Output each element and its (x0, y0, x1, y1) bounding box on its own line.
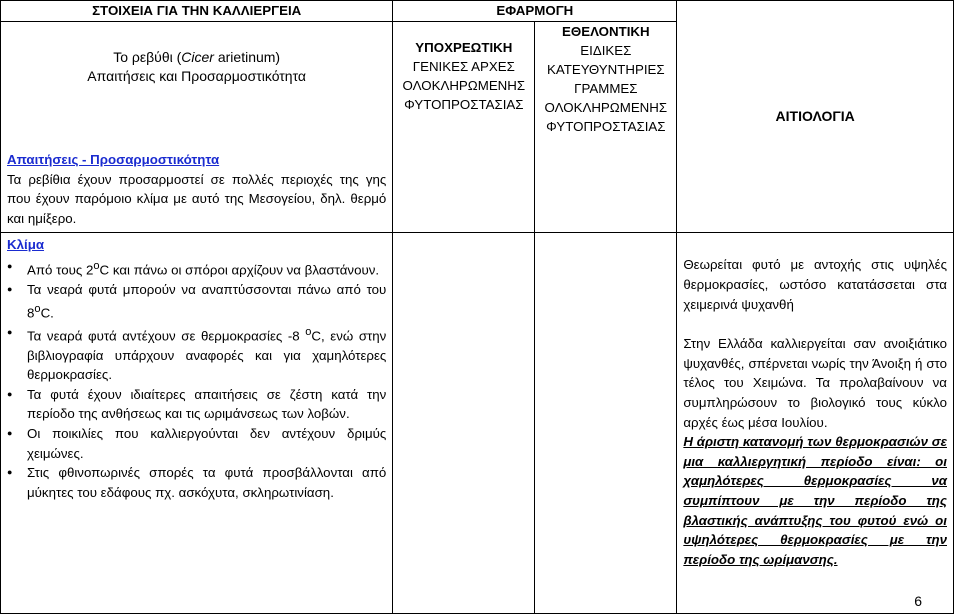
voluntary-header-cell (535, 22, 677, 233)
climate-label: Κλίμα (7, 237, 45, 253)
mandatory-line-3: ΟΛΟΚΛΗΡΩΜΕΝΗΣ (402, 78, 526, 93)
climate-bullet: ● Οι ποικιλίες που καλλιεργούνται δεν αντέχουν δριμύς χειμώνες. (27, 424, 386, 463)
voluntary-line-5: ΟΛΟΚΛΗΡΩΜΕΝΗΣ (544, 100, 668, 115)
crop-info-cell (1, 22, 393, 233)
climate-cell (1, 233, 393, 614)
climate-bullet: ● Τα νεαρά φυτά αντέχουν σε θερμοκρασίες -8 $^o$C, ενώ στην βιβλιογραφία υπάρχουν αναφορές και για χαμηλότερες θερμοκρασίες. (27, 323, 386, 385)
climate-bullet: ● Από τους 2$^o$C και πάνω οι σπόροι αρχίζουν να βλαστάνουν. (27, 257, 386, 280)
reasoning-cell (677, 233, 954, 614)
reasoning-paragraph-2: Στην Ελλάδα καλλιεργείται σαν ανοιξιάτικο ψυχανθές, σπέρνεται νωρίς την Άνοιξη ή στο τέλος του Χειμώνα. Τα προλαβαίνουν να συμπληρώσουν το βιολογικό τους κύκλο αρχές έως μέσα Ιουλίου. (683, 336, 947, 430)
column-title-application: ΕΦΑΡΜΟΓΗ (393, 1, 677, 22)
climate-bullet-list (7, 257, 386, 502)
voluntary-line-4: ΓΡΑΜΜΕΣ (574, 81, 638, 96)
header-row-1 (1, 1, 954, 22)
requirements-heading: Απαιτήσεις - Προσαρμοστικότητα (7, 152, 220, 167)
climate-bullet: ● Τα φυτά έχουν ιδιαίτερες απαιτήσεις σε ζέστη κατά την περίοδο της ανθήσεως και τις ωριμάνσεως των λοβών. (27, 385, 386, 424)
requirements-text: Τα ρεβίθια έχουν προσαρμοστεί σε πολλές περιοχές της γης που έχουν παρόμοιο κλίμα με αυτό της Μεσογείου, δηλ. θερμό και ημίξερο. (7, 171, 387, 226)
requirements-section (7, 150, 386, 232)
reasoning-paragraph-1: Θεωρείται φυτό με αντοχής στις υψηλές θερμοκρασίες, ωστόσο κατατάσσεται στα χειμερινά ψυχανθή (683, 257, 947, 312)
crop-title-latin: Cicer (181, 49, 214, 65)
mandatory-line-2: ΓΕΝΙΚΕΣ ΑΡΧΕΣ (412, 59, 515, 74)
crop-subtitle: Απαιτήσεις και Προσαρμοστικότητα (87, 68, 307, 84)
column-title-reasoning-cell (677, 1, 954, 233)
voluntary-climate-cell (535, 233, 677, 614)
mandatory-header-cell (393, 22, 535, 233)
voluntary-line-3: ΚΑΤΕΥΘΥΝΤΗΡΙΕΣ (547, 62, 665, 77)
reasoning-paragraph-3: Η άριστη κατανομή των θερμοκρασιών σε μια καλλιεργητική περίοδο είναι: οι χαμηλότερες θερμοκρασίες να συμπίπτουν με την περίοδο της βλαστικής ανάπτυξης του φυτού ενώ οι υψηλότερες θερμοκρασίες με την περίοδο της ωρίμανσης. (683, 434, 947, 567)
page-number: 6 (914, 593, 922, 609)
mandatory-line-4: ΦΥΤΟΠΡΟΣΤΑΣΙΑΣ (404, 97, 524, 112)
column-title-cultivation-data: ΣΤΟΙΧΕΙΑ ΓΙΑ ΤΗΝ ΚΑΛΛΙΕΡΓΕΙΑ (1, 1, 393, 22)
voluntary-line-2: ΕΙΔΙΚΕΣ (580, 43, 632, 58)
climate-bullet: ● Στις φθινοπωρινές σπορές τα φυτά προσβάλλονται από μύκητες του εδάφους πχ. ασκόχυτα, σκληρωτινίαση. (27, 463, 386, 502)
mandatory-label: ΥΠΟΧΡΕΩΤΙΚΗ (415, 40, 513, 55)
climate-bullet: ● Τα νεαρά φυτά μπορούν να αναπτύσσονται πάνω από του 8$^o$C. (27, 280, 386, 323)
mandatory-climate-cell (393, 233, 535, 614)
voluntary-line-6: ΦΥΤΟΠΡΟΣΤΑΣΙΑΣ (546, 119, 666, 134)
column-title-reasoning: ΑΙΤΙΟΛΟΓΙΑ (775, 108, 855, 125)
voluntary-label: ΕΘΕΛΟΝΤΙΚΗ (562, 24, 650, 39)
climate-row (1, 233, 954, 614)
crop-title: Το ρεβύθι (Cicer arietinum) (113, 49, 281, 65)
